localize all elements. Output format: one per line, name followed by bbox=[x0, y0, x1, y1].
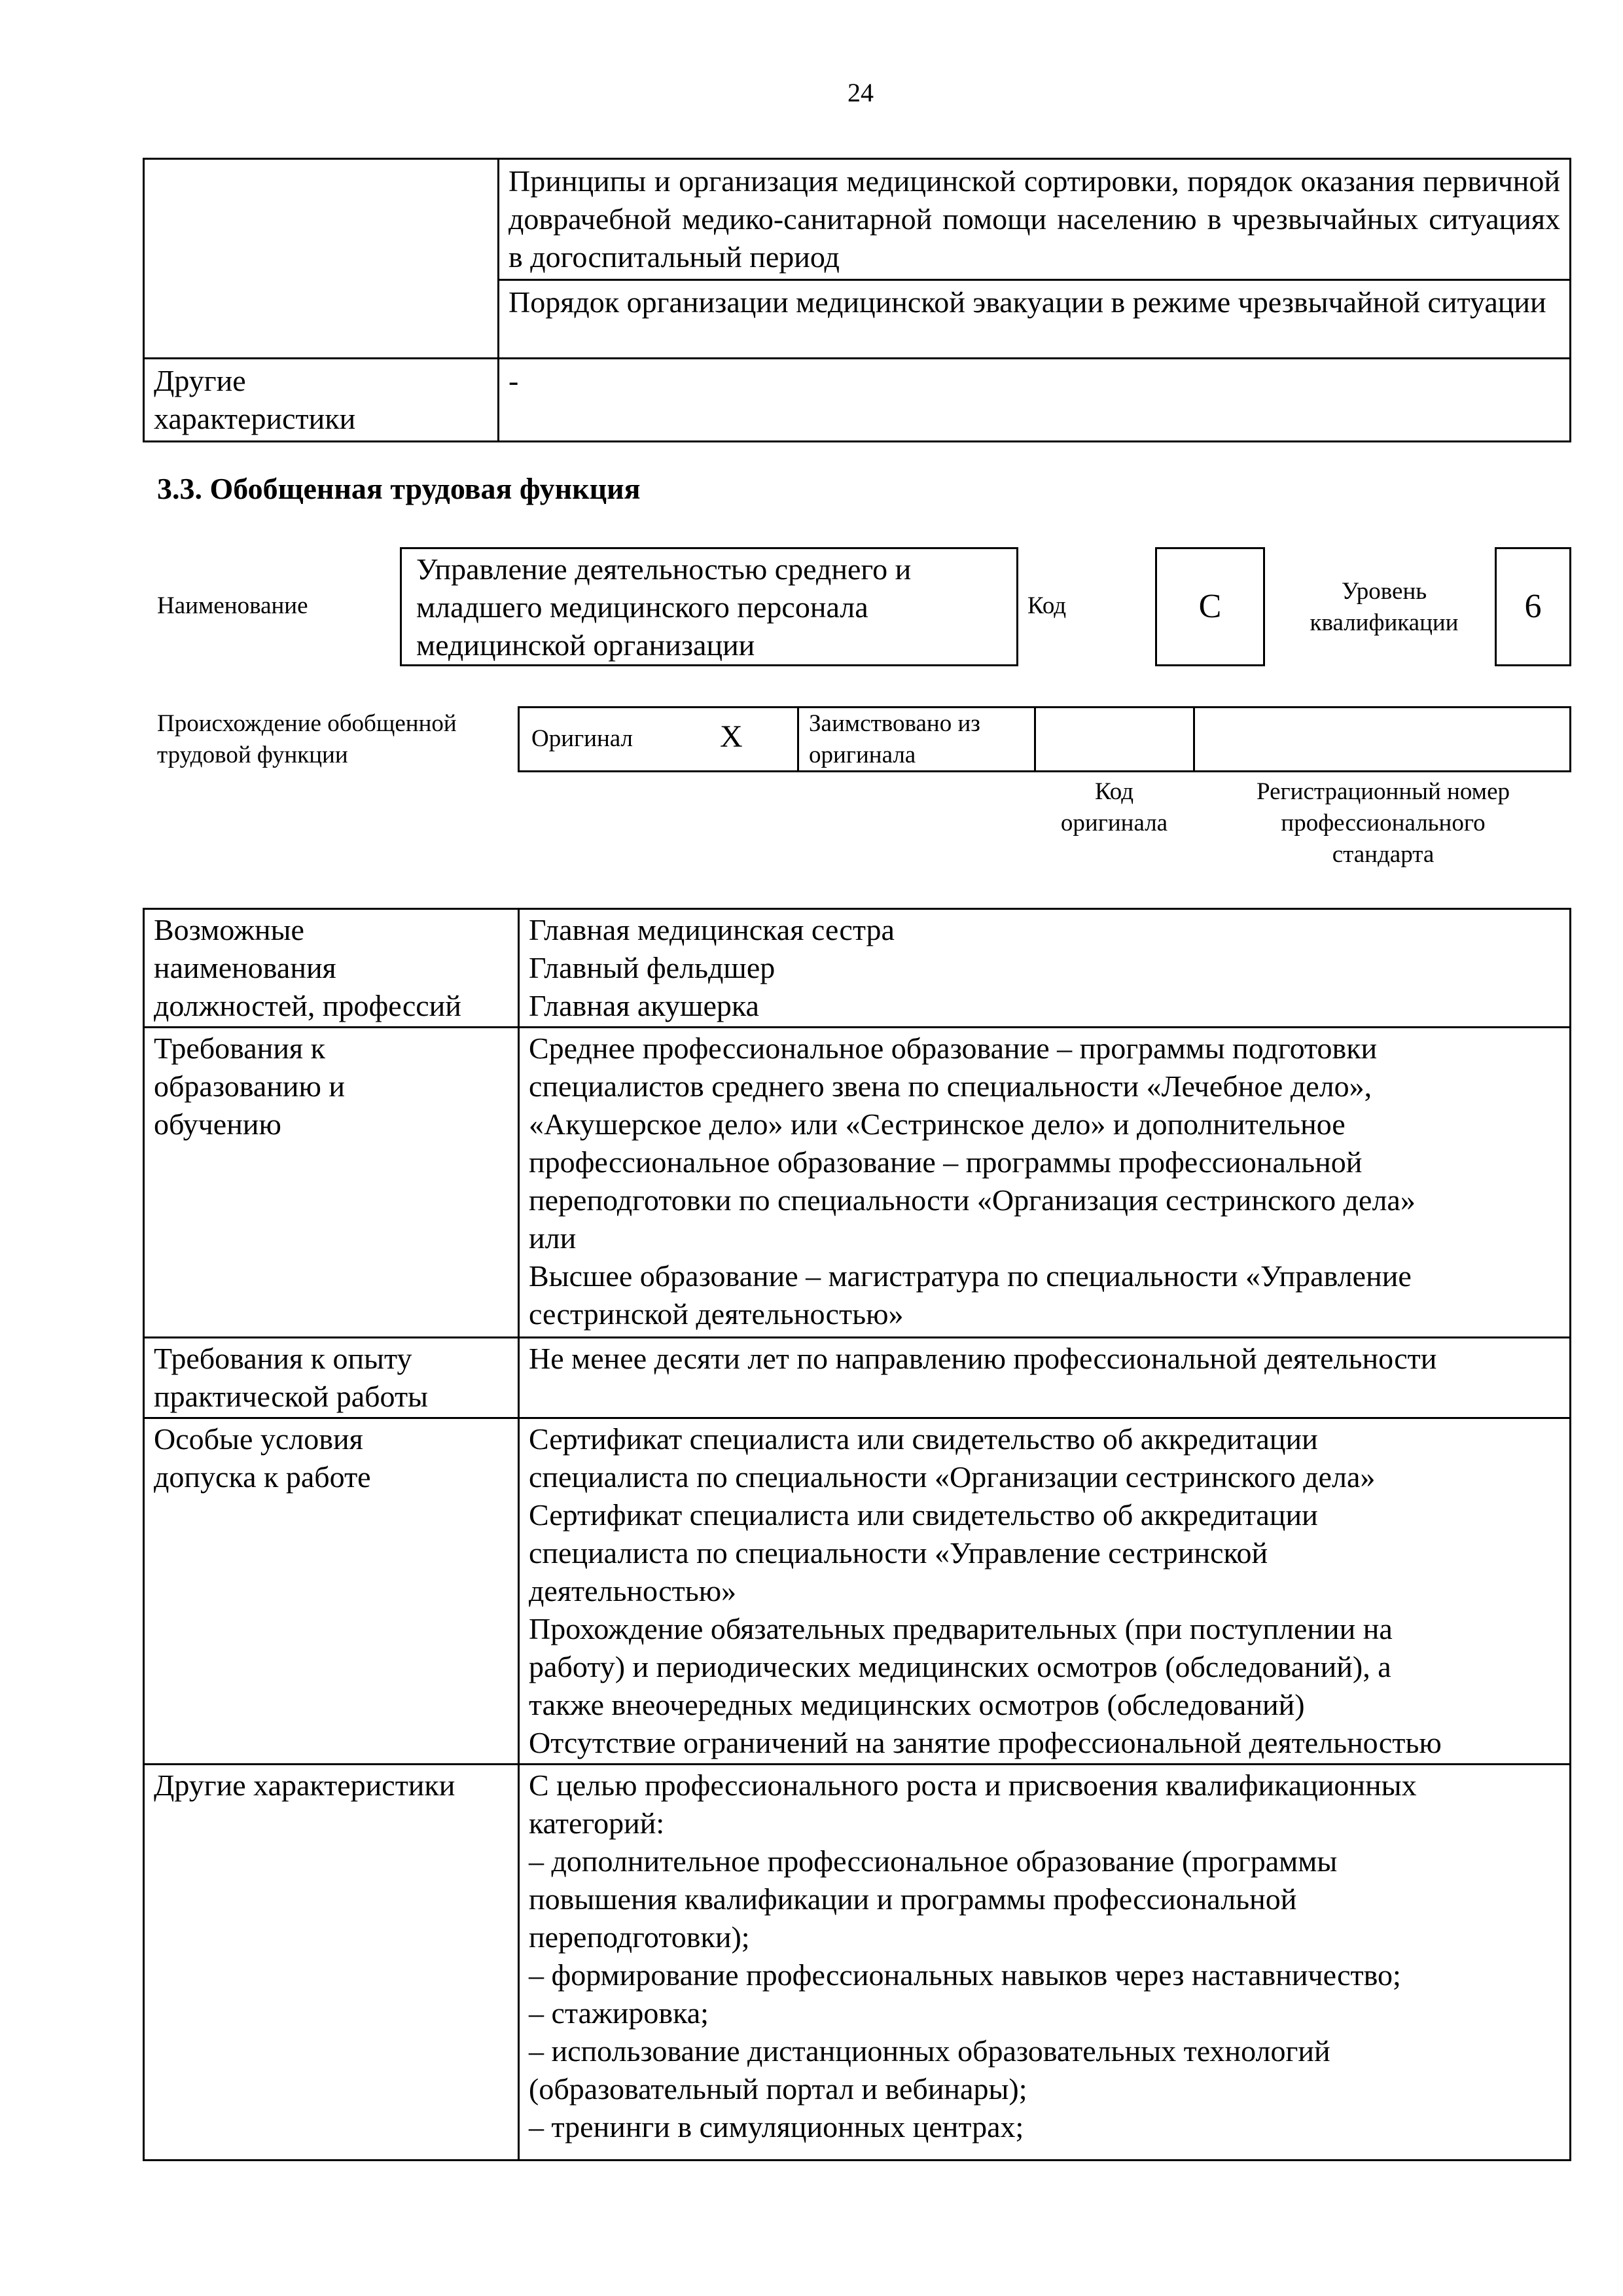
registration-number-caption: Регистрационный номер профессионального стандарта bbox=[1256, 778, 1510, 868]
other-label: Другие характеристики bbox=[144, 359, 499, 442]
level-value: 6 bbox=[1495, 547, 1571, 666]
level-label: Уровень квалификации bbox=[1310, 578, 1459, 636]
section-title: 3.3. Обобщенная трудовая функция bbox=[157, 472, 641, 505]
table-row bbox=[144, 1418, 1571, 1765]
knowledge-table-continued bbox=[143, 158, 1571, 442]
row-value: Главная медицинская сестра Главный фельдшер Главная акушерка bbox=[519, 909, 1571, 1028]
table-row bbox=[144, 1338, 1571, 1418]
row-label: Особые условия допуска к работе bbox=[144, 1418, 519, 1765]
origin-box bbox=[518, 706, 1571, 772]
table-row bbox=[144, 1765, 1571, 2161]
row-value: Не менее десяти лет по направлению профессиональной деятельности bbox=[519, 1338, 1571, 1418]
row-value: Сертификат специалиста или свидетельство об аккредитации специалиста по специальности «Организации сестринского дела» Сертификат специалиста или свидетельство об аккредитации специалиста по специальности «Управление сестринской деятельностью» Прохождение обязательных предварительных (при поступлении на работу) и периодических медицинских осмотров (обследований), а также внеочередных медицинских осмотров (обследований) Отсутствие ограничений на занятие профессиональной деятельностью bbox=[519, 1418, 1571, 1765]
table-row bbox=[144, 909, 1571, 1028]
row-value: С целью профессионального роста и присвоения квалификационных категорий: – дополнительное профессиональное образование (программы повышения квалификации и программы профессиональной переподготовки); – формирование профессиональных навыков через наставничество; – стажировка; – использование дистанционных образовательных технологий (образовательный портал и вебинары); – тренинги в симуляционных центрах; bbox=[519, 1765, 1571, 2161]
row-label: Требования к образованию и обучению bbox=[144, 1028, 519, 1338]
page-number: 24 bbox=[847, 78, 874, 107]
original-mark: X bbox=[720, 719, 743, 754]
original-code-caption: Код оригинала bbox=[1060, 778, 1168, 836]
knowledge-item: Порядок организации медицинской эвакуации в режиме чрезвычайной ситуации bbox=[499, 280, 1571, 359]
knowledge-item: Принципы и организация медицинской сортировки, порядок оказания первичной доврачебной медико-санитарной помощи населению в чрезвычайных ситуациях в догоспитальный период bbox=[499, 159, 1571, 280]
empty-cell bbox=[144, 159, 499, 359]
original-label: Оригинал bbox=[531, 725, 633, 752]
origin-label: Происхождение обобщенной трудовой функции bbox=[157, 710, 457, 768]
row-label: Другие характеристики bbox=[144, 1765, 519, 2161]
row-label: Требования к опыту практической работы bbox=[144, 1338, 519, 1418]
name-value: Управление деятельностью среднего и младшего медицинского персонала медицинской организации bbox=[400, 547, 1018, 666]
row-label: Возможные наименования должностей, профессий bbox=[144, 909, 519, 1028]
other-value: - bbox=[499, 359, 1571, 442]
function-details-table bbox=[143, 908, 1571, 2161]
borrowed-label: Заимствовано из оригинала bbox=[809, 710, 980, 768]
code-value: C bbox=[1155, 547, 1265, 666]
table-row bbox=[144, 1028, 1571, 1338]
row-value: Среднее профессиональное образование – программы подготовки специалистов среднего звена по специальности «Лечебное дело», «Акушерское дело» или «Сестринское дело» и дополнительное профессиональное образование – программы профессиональной переподготовки по специальности «Организация сестринского дела» или Высшее образование – магистратура по специальности «Управление сестринской деятельностью» bbox=[519, 1028, 1571, 1338]
code-label: Код bbox=[1027, 592, 1067, 619]
name-label: Наименование bbox=[157, 592, 308, 619]
